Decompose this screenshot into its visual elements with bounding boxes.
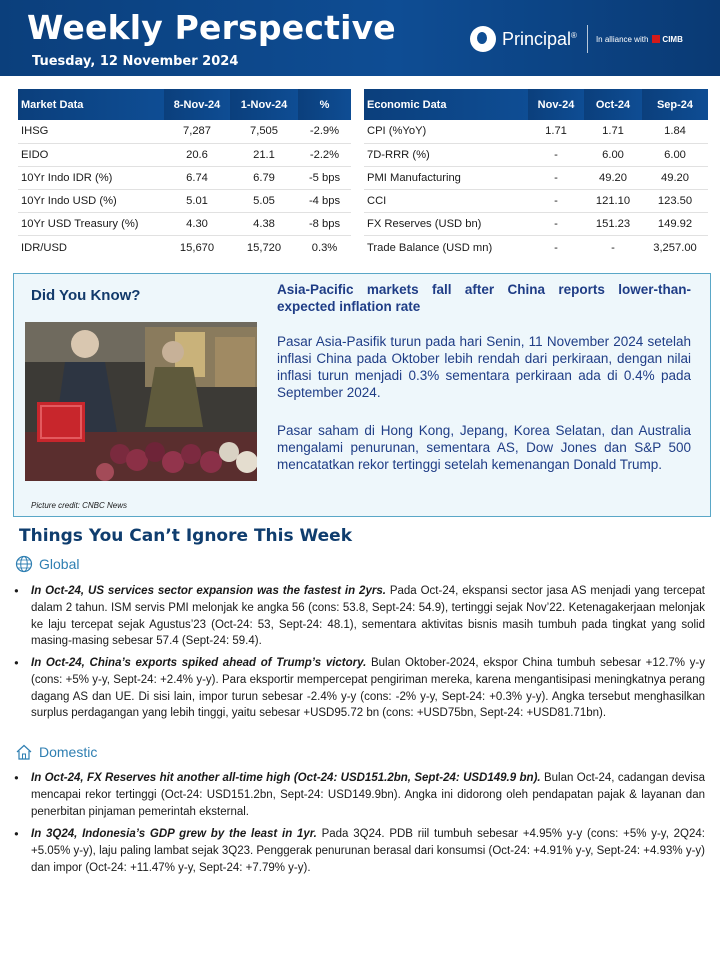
market-data-table bbox=[18, 89, 351, 259]
table-cell: 7,505 bbox=[230, 120, 298, 143]
home-icon bbox=[15, 743, 33, 761]
table-cell: 20.6 bbox=[164, 143, 230, 166]
row-label: CPI (%YoY) bbox=[364, 120, 528, 143]
table-cell: - bbox=[528, 143, 584, 166]
column-header: Sep-24 bbox=[642, 89, 708, 120]
list-item bbox=[13, 770, 705, 820]
table-row bbox=[364, 120, 708, 143]
news-headline: Asia-Pacific markets fall after China reports lower-than-expected inflation rate bbox=[277, 282, 691, 314]
bullet-lead: In Oct-24, FX Reserves hit another all-time high (Oct-24: USD151.2bn, Sept-24: USD149.9 bn). bbox=[31, 772, 541, 784]
table-cell: 49.20 bbox=[584, 166, 642, 189]
table-row bbox=[364, 166, 708, 189]
table-cell: 1.84 bbox=[642, 120, 708, 143]
row-label: FX Reserves (USD bn) bbox=[364, 213, 528, 236]
brand-divider bbox=[587, 25, 588, 53]
table-cell: 49.20 bbox=[642, 166, 708, 189]
global-label: Global bbox=[39, 556, 80, 572]
column-header: Market Data bbox=[18, 89, 164, 120]
table-row bbox=[18, 236, 351, 259]
table-cell: 151.23 bbox=[584, 213, 642, 236]
row-label: Trade Balance (USD mn) bbox=[367, 241, 493, 254]
table-cell: 4.38 bbox=[230, 213, 298, 236]
list-item bbox=[13, 655, 705, 722]
bullet-lead: In Oct-24, China’s exports spiked ahead of Trump’s victory. bbox=[31, 657, 367, 669]
bullet-icon: • bbox=[13, 771, 20, 785]
table-cell: 15,720 bbox=[246, 241, 282, 254]
photo-credit: Picture credit: CNBC News bbox=[31, 501, 128, 510]
report-header bbox=[0, 0, 720, 76]
table-cell: - bbox=[554, 241, 558, 254]
table-cell: - bbox=[611, 241, 615, 254]
table-cell: 6.00 bbox=[642, 143, 708, 166]
table-row bbox=[18, 166, 351, 189]
list-item bbox=[13, 826, 705, 876]
table-cell: - bbox=[528, 213, 584, 236]
table-cell: 6.79 bbox=[230, 166, 298, 189]
global-subheading bbox=[15, 555, 79, 573]
list-item bbox=[13, 583, 705, 650]
table-header-row bbox=[364, 89, 708, 120]
table-row bbox=[364, 143, 708, 166]
did-you-know-box bbox=[13, 273, 711, 517]
table-cell: -2.2% bbox=[298, 143, 351, 166]
alliance-text: In alliance with CIMB bbox=[595, 34, 683, 44]
table-cell: 21.1 bbox=[230, 143, 298, 166]
domestic-label: Domestic bbox=[39, 744, 98, 760]
row-label: 10Yr Indo IDR (%) bbox=[18, 166, 164, 189]
table-row bbox=[18, 213, 351, 236]
report-title: Weekly Perspective bbox=[27, 8, 396, 47]
bullet-icon: • bbox=[13, 584, 20, 598]
row-label: PMI Manufacturing bbox=[364, 166, 528, 189]
table-cell: 6.00 bbox=[584, 143, 642, 166]
table-header-row bbox=[18, 89, 351, 120]
table-row bbox=[364, 213, 708, 236]
news-paragraph: Pasar saham di Hong Kong, Jepang, Korea Selatan, dan Australia mengalami penurunan, sementara AS, Dow Jones dan S&P 500 mencatatkan rekor tertinggi setelah kemenangan Donald Trump. bbox=[277, 423, 691, 472]
row-label: 10Yr USD Treasury (%) bbox=[18, 213, 164, 236]
did-you-know-title: Did You Know? bbox=[31, 287, 141, 304]
bullet-lead: In 3Q24, Indonesia’s GDP grew by the least in 1yr. bbox=[31, 828, 317, 840]
bullet-icon: • bbox=[13, 827, 20, 841]
news-paragraph: Pasar Asia-Pasifik turun pada hari Senin, 11 November 2024 setelah inflasi China pada Oktober lebih rendah dari perkiraan, dengan nilai inflasi turun menjadi 0.3% sementara perkiraan ada di 0.4% pada September 2024. bbox=[277, 334, 691, 400]
table-cell: -8 bps bbox=[298, 213, 351, 236]
row-label: 10Yr Indo USD (%) bbox=[18, 190, 164, 213]
globe-icon bbox=[15, 555, 33, 573]
table-cell: 5.05 bbox=[230, 190, 298, 213]
market-photo bbox=[25, 322, 257, 481]
column-header: Oct-24 bbox=[584, 89, 642, 120]
table-cell: - bbox=[528, 166, 584, 189]
market-photo-illustration bbox=[25, 322, 257, 481]
principal-logo-icon bbox=[470, 26, 496, 52]
bullet-lead: In Oct-24, US services sector expansion was the fastest in 2yrs. bbox=[31, 585, 386, 597]
row-label: IHSG bbox=[18, 120, 164, 143]
row-label: 7D-RRR (%) bbox=[364, 143, 528, 166]
table-row bbox=[364, 190, 708, 213]
bullet-body: Bulan Oct-24, cadangan devisa mencapai rekor tertinggi (Oct-24: USD151.2bn, Sept-24: USD149.9bn). Angka ini didorong oleh pendapatan pajak & layanan dan penerbitan pinjaman pemerintah eksternal. bbox=[31, 772, 706, 818]
bullet-icon: • bbox=[13, 656, 20, 670]
table-cell: 123.50 bbox=[642, 190, 708, 213]
brand-block bbox=[470, 22, 683, 56]
column-header: % bbox=[298, 89, 351, 120]
row-label: EIDO bbox=[18, 143, 164, 166]
bullet-body: Pada Oct-24, ekspansi sector jasa AS menjadi yang tercepat dalam 2 tahun. ISM servis PMI melonjak ke angka 56 (cons: 53.8, Sept-24: 54.9), tertinggi sejak Nov’22. Ketenagakerjaan melonjak ke laju tercepat sejak Agustus’23 (Oct-24: 53, Sept-24: 48.1), sementara aktivitas bisnis masih tumbuh pada tingkat yang solid masing-masing sebesar 57.4 (Sept-24: 59.4). bbox=[31, 585, 705, 648]
column-header: 1-Nov-24 bbox=[230, 89, 298, 120]
domestic-subheading bbox=[15, 743, 97, 761]
table-row bbox=[18, 120, 351, 143]
economic-data-table bbox=[364, 89, 708, 259]
table-row bbox=[18, 190, 351, 213]
table-cell: 6.74 bbox=[164, 166, 230, 189]
table-row bbox=[18, 143, 351, 166]
table-cell: 5.01 bbox=[164, 190, 230, 213]
bullet-body: Bulan Oktober-2024, ekspor China tumbuh sebesar +12.7% y-y (cons: +5% y-y, Sept-24: +2.4% y-y). Para eksportir mempercepat pengiriman mereka, karena mengantisipasi meningkatnya perang dagang AS dan UE. Di sisi lain, impor turun sebesar -2.4% y-y (cons: -2% y-y, Sept-24: +0.3% y-y). Angka tersebut menghasilkan surplus perdagangan yang lebih tinggi, yaitu sebesar +USD95.72 bn (cons: +USD75bn, Sept-24: +USD81.71bn). bbox=[31, 657, 705, 720]
table-cell: -5 bps bbox=[298, 166, 351, 189]
table-cell: 0.3% bbox=[311, 241, 338, 254]
column-header: Economic Data bbox=[364, 89, 528, 120]
table-cell: 121.10 bbox=[584, 190, 642, 213]
row-label: IDR/USD bbox=[21, 241, 67, 254]
report-date: Tuesday, 12 November 2024 bbox=[32, 54, 239, 69]
table-cell: 4.30 bbox=[164, 213, 230, 236]
table-cell: 1.71 bbox=[528, 120, 584, 143]
row-label: CCI bbox=[364, 190, 528, 213]
table-cell: 3,257.00 bbox=[653, 241, 697, 254]
table-cell: - bbox=[528, 190, 584, 213]
column-header: 8-Nov-24 bbox=[164, 89, 230, 120]
section-title: Things You Can’t Ignore This Week bbox=[19, 526, 353, 546]
table-cell: 15,670 bbox=[179, 241, 215, 254]
table-cell: 7,287 bbox=[164, 120, 230, 143]
table-cell: 149.92 bbox=[642, 213, 708, 236]
bullet-body: Pada 3Q24. PDB riil tumbuh sebesar +4.95% y-y (cons: +5% y-y, 2Q24: +5.05% y-y), laju paling lambat sejak 3Q23. Penggerak penurunan berasal dari konsumsi (Oct-24: +4.91% y-y, Sept-24: +4.93% y-y) dan impor (Oct-24: +11.47% y-y, Sept-24: +7.79% y-y). bbox=[31, 828, 705, 874]
table-cell: -2.9% bbox=[298, 120, 351, 143]
table-row bbox=[364, 236, 708, 259]
table-cell: 1.71 bbox=[584, 120, 642, 143]
cimb-logo-icon bbox=[652, 35, 660, 43]
table-cell: -4 bps bbox=[298, 190, 351, 213]
brand-name: Principal® bbox=[502, 28, 577, 49]
column-header: Nov-24 bbox=[528, 89, 584, 120]
